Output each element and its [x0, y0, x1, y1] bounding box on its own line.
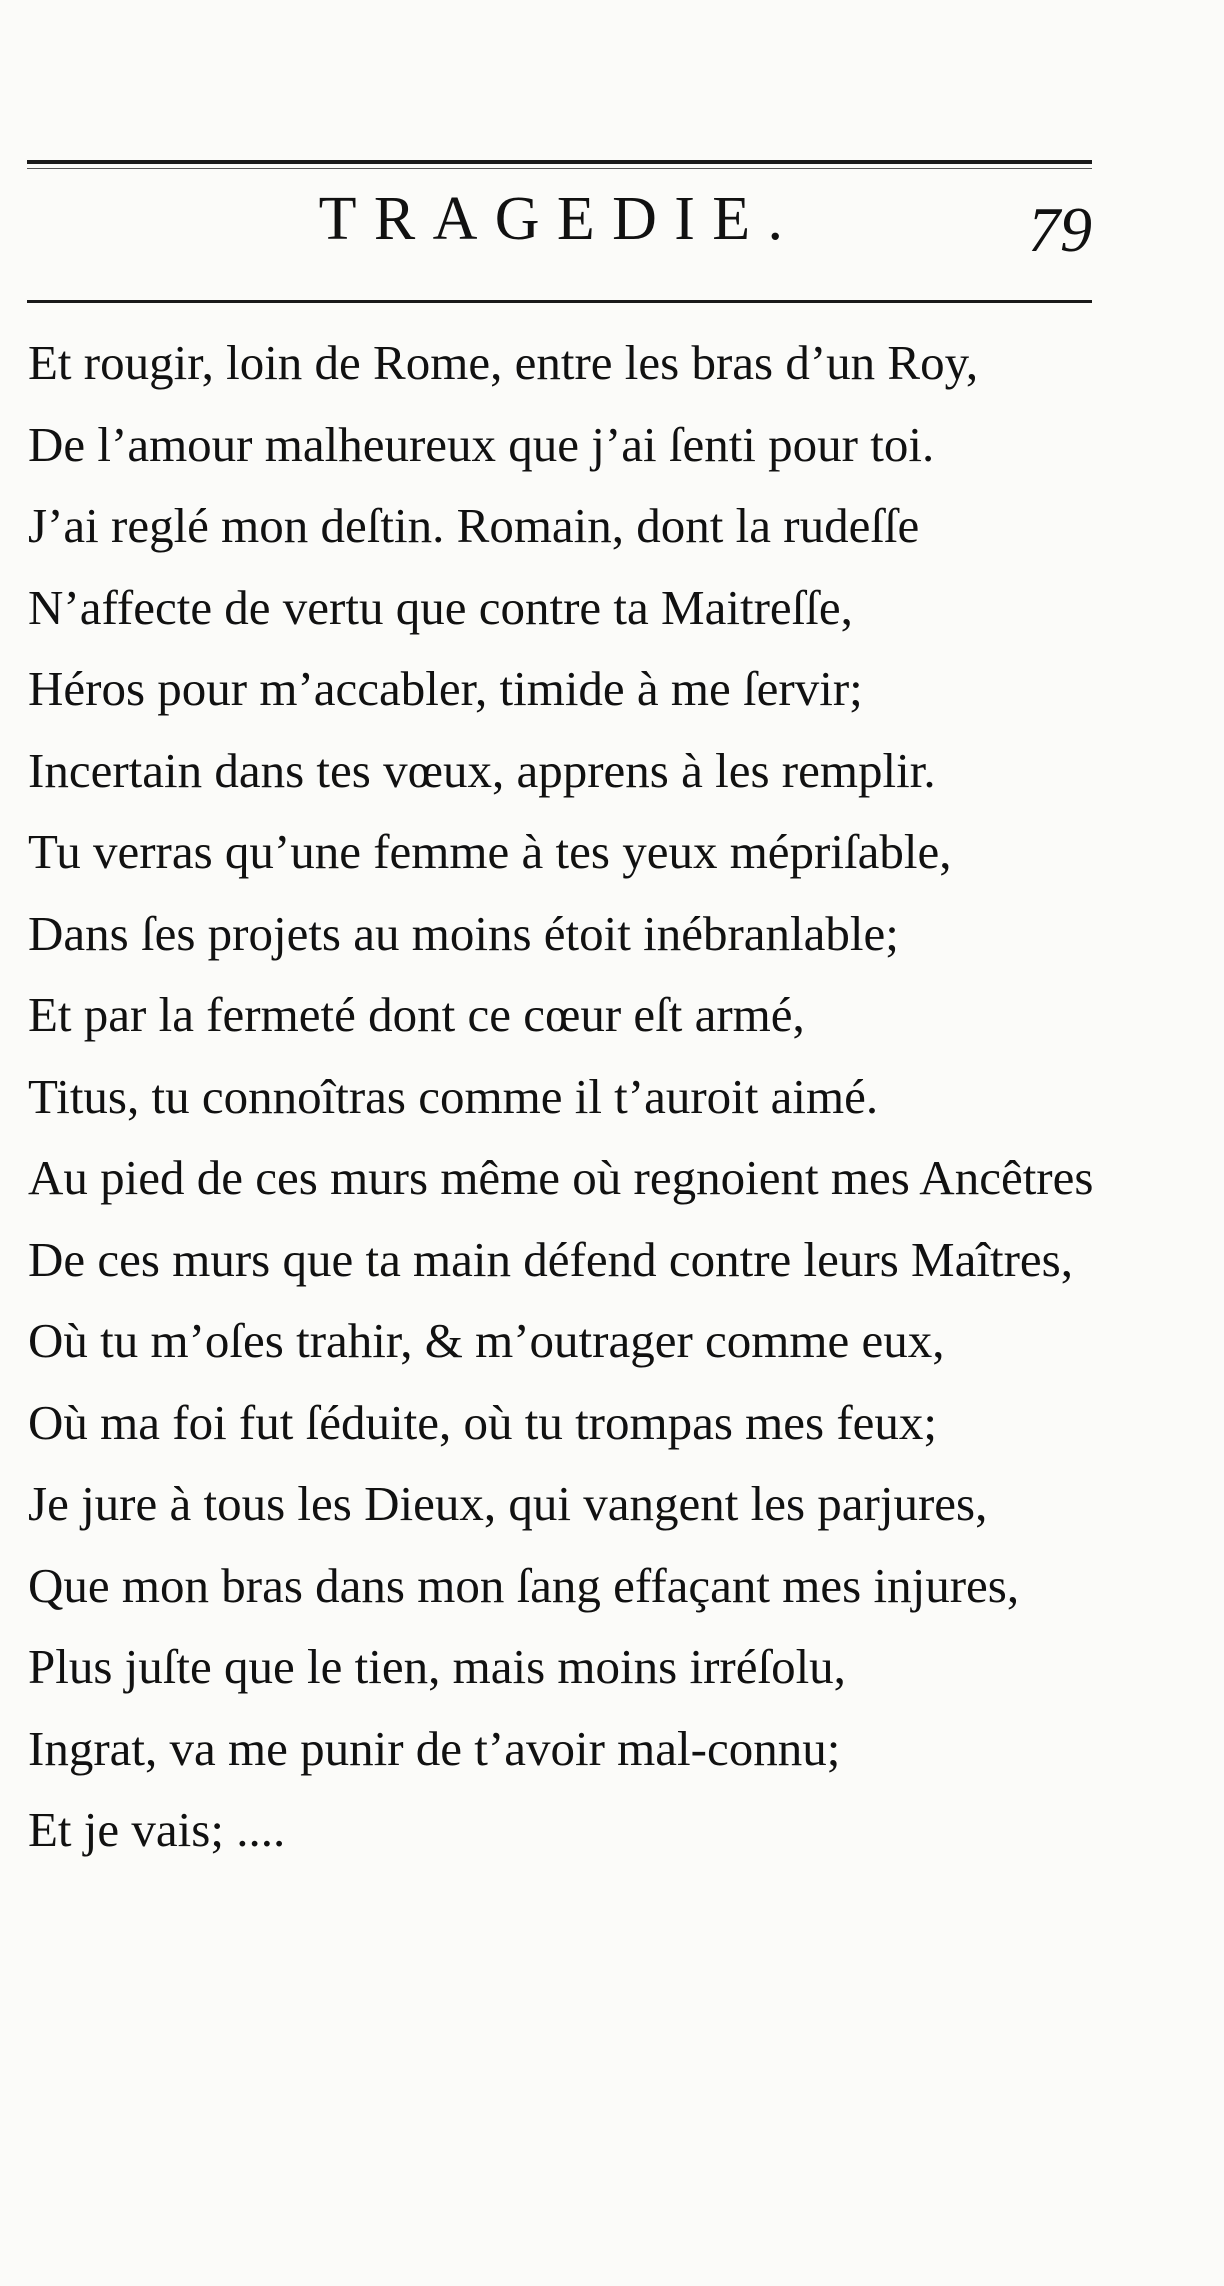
verse-line: Que mon bras dans mon ſang effaçant mes injures, [28, 1557, 1020, 1613]
verse-line: Incertain dans tes vœux, apprens à les remplir. [28, 742, 936, 798]
header-top-thin-rule [27, 168, 1092, 169]
header-bottom-rule [27, 300, 1092, 303]
running-header [27, 178, 1092, 288]
verse-line: Je jure à tous les Dieux, qui vangent les parjures, [28, 1476, 988, 1531]
verse-line: Héros pour m’accabler, timide à me ſervir; [28, 661, 863, 716]
verse-line: Au pied de ces murs même où regnoient mes Ancêtres [28, 1150, 1094, 1205]
verse-line: Tu verras qu’une femme à tes yeux mépriſable, [28, 824, 952, 879]
verse-line: Et par la fermeté dont ce cœur eſt armé, [28, 987, 805, 1042]
verse-line: Plus juſte que le tien, mais moins irréſolu, [28, 1639, 846, 1694]
verse-line: De ces murs que ta main défend contre leurs Maîtres, [28, 1231, 1073, 1287]
verse-line: J’ai reglé mon deſtin. Romain, dont la rudeſſe [28, 498, 920, 553]
verse-block [28, 322, 1188, 1871]
verse-line: Où ma foi fut ſéduite, où tu trompas mes feux; [28, 1394, 938, 1450]
verse-line: Dans ſes projets au moins étoit inébranlable; [28, 905, 899, 961]
header-top-rule [27, 160, 1092, 164]
page-number: 79 [1028, 194, 1092, 265]
running-title: TRAGEDIE. [318, 185, 801, 253]
verse-line: N’affecte de vertu que contre ta Maitreſſe, [28, 579, 853, 635]
verse-line: Titus, tu connoîtras comme il t’auroit aimé. [28, 1068, 879, 1124]
verse-line: Où tu m’oſes trahir, & m’outrager comme eux, [28, 1313, 945, 1368]
verse-line: Et je vais; .... [28, 1802, 286, 1857]
verse-line: Et rougir, loin de Rome, entre les bras d’un Roy, [28, 335, 979, 390]
verse-line: De l’amour malheureux que j’ai ſenti pour toi. [28, 416, 935, 472]
verse-line: Ingrat, va me punir de t’avoir mal-connu; [28, 1720, 841, 1776]
